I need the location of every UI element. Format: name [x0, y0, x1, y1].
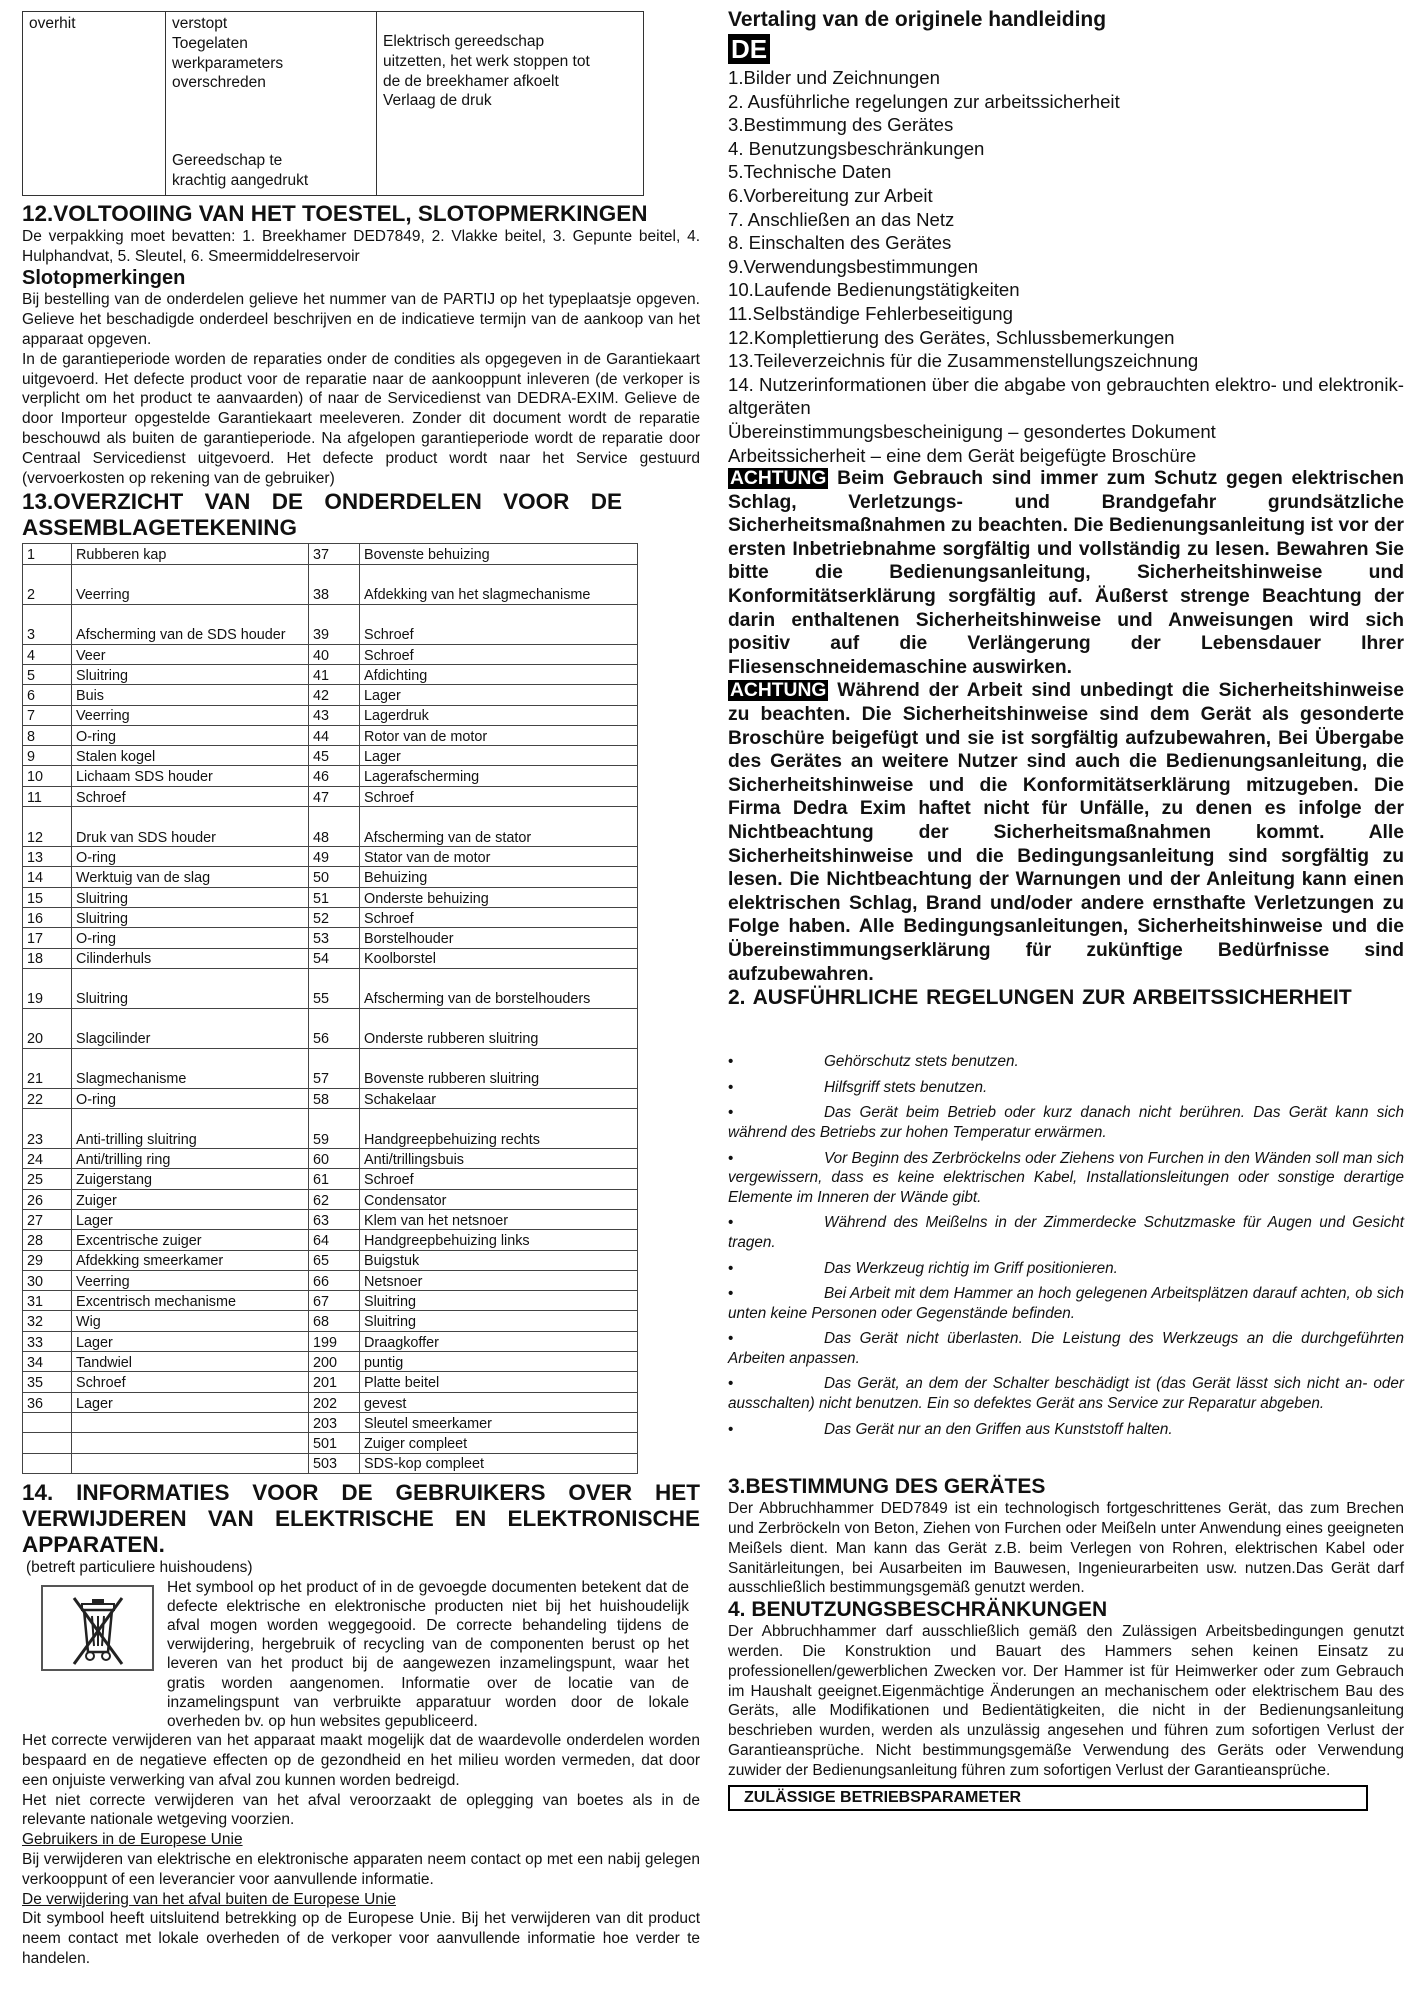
part-number: 54 — [309, 948, 360, 968]
toc-item: Übereinstimmungsbescheinigung – gesondertes Dokument — [728, 420, 1216, 442]
table-row — [23, 1209, 638, 1229]
part-number: 23 — [23, 1109, 72, 1149]
table-row — [23, 1109, 638, 1149]
bullet-icon: • — [728, 1053, 734, 1071]
part-number: 58 — [309, 1088, 360, 1108]
bullet-icon: • — [728, 1259, 734, 1277]
part-name: SDS-kop compleet — [360, 1453, 638, 1473]
list-item — [728, 1259, 1404, 1279]
trouble-symptom: overhit — [23, 12, 166, 196]
crossed-bin-icon — [40, 1584, 155, 1672]
part-name: Veerring — [72, 705, 309, 725]
part-name: Veerring — [72, 564, 309, 604]
part-number: 32 — [23, 1311, 72, 1331]
part-number: 59 — [309, 1109, 360, 1149]
part-number: 68 — [309, 1311, 360, 1331]
part-number: 49 — [309, 847, 360, 867]
part-number: 1 — [23, 544, 72, 564]
table-row — [23, 887, 638, 907]
list-item — [728, 1149, 1404, 1208]
part-name: Schroef — [360, 786, 638, 806]
part-number: 28 — [23, 1230, 72, 1250]
list-item — [728, 1329, 1404, 1368]
part-number: 11 — [23, 786, 72, 806]
part-number: 10 — [23, 766, 72, 786]
table-row — [23, 786, 638, 806]
part-name: Wig — [72, 1311, 309, 1331]
bullet-text: Das Gerät beim Betrieb oder kurz danach nicht berühren. Das Gerät kann sich während des Betriebs zur hohen Temperatur erwärmen. — [728, 1104, 1404, 1141]
part-name: Condensator — [360, 1189, 638, 1209]
table-row — [23, 604, 638, 644]
part-name: Slagmechanisme — [72, 1048, 309, 1088]
part-name: Behuizing — [360, 867, 638, 887]
section-12-title: 12.VOLTOOIING VAN HET TOESTEL, SLOTOPMERKINGEN — [22, 200, 648, 226]
part-number: 46 — [309, 766, 360, 786]
part-name: puntig — [360, 1352, 638, 1372]
list-item — [728, 1103, 1404, 1142]
part-name: Lager — [72, 1392, 309, 1412]
part-number: 202 — [309, 1392, 360, 1412]
part-name: O-ring — [72, 928, 309, 948]
list-item — [728, 1420, 1404, 1440]
part-number: 38 — [309, 564, 360, 604]
part-number: 53 — [309, 928, 360, 948]
part-name: Lagerafscherming — [360, 766, 638, 786]
section-13-title: 13.OVERZICHT VAN DE ONDERDELEN VOOR DE ASSEMBLAGETEKENING — [22, 489, 622, 541]
list-item — [728, 1374, 1404, 1413]
table-row — [23, 1352, 638, 1372]
part-name: Rubberen kap — [72, 544, 309, 564]
part-name: Cilinderhuls — [72, 948, 309, 968]
table-of-contents — [728, 66, 1404, 467]
part-number: 30 — [23, 1270, 72, 1290]
part-number: 37 — [309, 544, 360, 564]
part-name: Slagcilinder — [72, 1008, 309, 1048]
weee-intro — [155, 1578, 700, 1732]
part-name: Rotor van de motor — [360, 725, 638, 745]
part-name: Werktuig van de slag — [72, 867, 309, 887]
table-row — [23, 725, 638, 745]
list-item — [728, 1284, 1404, 1323]
part-number: 64 — [309, 1230, 360, 1250]
achtung-text-1: Beim Gebrauch sind immer zum Schutz gegen elektrischen Schlag, Verletzungs- und Brandgefahr grundsätzliche Sicherheitsmaßnahmen zu beachten. Die Bedienungsanleitung ist vor der ersten Inbetriebnahme sorgfältig und vollständig zu lesen. Bewahren Sie bitte die Bedienungsanleitung, Sicherheitshinweise und Konformitätserklärung sorgfältig auf. Äußerst strenge Beachtung der darin enthaltenen Sicherheitshinweise und Anweisungen wird sich positiv auf die Verlängerung der Lebensdauer Ihrer Fliesenschneidemaschine auswirken. — [728, 468, 1404, 678]
toc-item: 14. Nutzerinformationen über die abgabe von gebrauchten elektro- und elektronik-altgeräten — [728, 373, 1404, 419]
part-number: 200 — [309, 1352, 360, 1372]
table-row — [23, 1412, 638, 1432]
part-name: Onderste rubberen sluitring — [360, 1008, 638, 1048]
table-row — [23, 1230, 638, 1250]
table-row — [23, 847, 638, 867]
section-12-package: De verpakking moet bevatten: 1. Breekhamer DED7849, 2. Vlakke beitel, 3. Gepunte beitel, 4. Hulphandvat, 5. Sleutel, 6. Smeermiddelreservoir — [22, 227, 700, 265]
safety-bullet-list — [728, 1052, 1404, 1439]
part-number: 18 — [23, 948, 72, 968]
part-number: 31 — [23, 1291, 72, 1311]
part-name: Schroef — [360, 1169, 638, 1189]
table-row — [23, 1088, 638, 1108]
bullet-icon: • — [728, 1078, 734, 1096]
part-number: 57 — [309, 1048, 360, 1088]
toc-item: 5.Technische Daten — [728, 161, 892, 183]
bullet-text: Das Gerät nur an den Griffen aus Kunststoff halten. — [824, 1420, 1173, 1438]
bullet-icon: • — [728, 1375, 734, 1393]
part-number: 43 — [309, 705, 360, 725]
part-name: Klem van het netsnoer — [360, 1209, 638, 1229]
toc-item: 8. Einschalten des Gerätes — [728, 232, 952, 254]
part-number: 503 — [309, 1453, 360, 1473]
achtung-text-2: Während der Arbeit sind unbedingt die Sicherheitshinweise zu beachten. Die Sicherheitshinweise sind dem Gerät als gesonderte Broschüre beigefügt und sie ist sorgfältig aufzubewahren, Bei Übergabe des Gerätes an weitere Nutzer sind auch die Bedienungsanleitung, die Sicherheitshinweise und die Konformitätserklärung mitzugeben. Die Firma Dedra Exim haftet nicht für Unfälle, zu denen es infolge der Nichtbeachtung der Sicherheitsmaßnahmen kommt. Alle Sicherheitshinweise und die Bedingungsanleitung sind sorgfältig zu lesen. Die Nichtbeachtung der Warnungen und der Anleitung kann einen elektrischen Schlag, Brand und/oder andere ernsthafte Verletzungen zu Folge haben. Alle Bedingungsanleitungen, Sicherheitshinweise und die Übereinstimmungserklärung für zukünftige Bedürfnisse sind aufzubewahren. — [728, 680, 1404, 985]
part-name: Schakelaar — [360, 1088, 638, 1108]
table-row — [23, 867, 638, 887]
part-name: Lichaam SDS houder — [72, 766, 309, 786]
toc-item: 1.Bilder und Zeichnungen — [728, 67, 940, 88]
achtung-label: ACHTUNG — [730, 468, 827, 490]
bullet-icon: • — [728, 1330, 734, 1348]
table-row — [23, 1372, 638, 1392]
table-row — [23, 1453, 638, 1473]
left-column — [22, 0, 700, 1969]
bullet-icon: • — [728, 1420, 734, 1438]
non-eu-title: De verwijdering van het afval buiten de Europese Unie — [22, 1890, 396, 1908]
table-row — [23, 948, 638, 968]
table-row — [23, 664, 638, 684]
part-name: Sluitring — [72, 664, 309, 684]
part-number: 8 — [23, 725, 72, 745]
table-row — [23, 907, 638, 927]
trouble-remedy — [377, 12, 644, 196]
bullet-text: Hilfsgriff stets benutzen. — [824, 1078, 988, 1096]
part-number — [23, 1453, 72, 1473]
section-14-paragraph-2: Het correcte verwijderen van het apparaat maakt mogelijk dat de waardevolle onderdelen worden bespaard en de negatieve effecten op de gezondheid en het milieu worden vermeden, dat door een onjuiste verwerking van afval zou kunnen worden bedreigd. — [22, 1732, 700, 1789]
section-14-subtitle: (betreft particuliere huishoudens) — [26, 1558, 253, 1576]
part-name: Zuigerstang — [72, 1169, 309, 1189]
part-name: Bovenste rubberen sluitring — [360, 1048, 638, 1088]
toc-item: 3.Bestimmung des Gerätes — [728, 114, 954, 136]
weee-block — [22, 1578, 700, 1732]
part-name: O-ring — [72, 725, 309, 745]
section-14-paragraph-3: Het niet correcte verwijderen van het afval veroorzaakt de oplegging van boetes als in de relevante nationale wetgeving voorzien. — [22, 1791, 700, 1829]
table-row — [23, 1331, 638, 1351]
toc-item: 10.Laufende Bedienungstätigkeiten — [728, 279, 1020, 301]
table-row — [23, 807, 638, 847]
part-number: 29 — [23, 1250, 72, 1270]
bullet-icon: • — [728, 1149, 734, 1167]
part-name: Bovenste behuizing — [360, 544, 638, 564]
section-4-text: Der Abbruchhammer darf ausschließlich gemäß den Zulässigen Arbeitsbedingungen genutzt werden. Die Konstruktion und Bauart des Hammers sehen keinen Einsatz zu professionellen/gewerblichen Zwecken vor. Der Hammer ist für Heimwerker oder zum Gebrauch im Haushalt geeignet.Eigenmächtige Änderungen an mechanischem oder elektrischem Bau des Geräts, alle Modifikationen und Bedientätigkeiten, die nicht in der Bedienungsanleitung beschrieben wurden, werden als unzulässig angesehen und führen zum sofortigen Verlust der Garantieansprüche. Nicht bestimmungsgemäße Verwendung des Geräts oder Verwendung zuwider der Bedienungsanleitung führen zum sofortigen Verlust der Garantieansprüche. — [728, 1623, 1404, 1779]
bullet-icon: • — [728, 1104, 734, 1122]
part-number: 62 — [309, 1189, 360, 1209]
part-name: gevest — [360, 1392, 638, 1412]
part-name: Sluitring — [72, 968, 309, 1008]
part-name: Buigstuk — [360, 1250, 638, 1270]
trouble-remedy-text: Elektrisch gereedschap uitzetten, het werk stoppen tot de de breekhamer afkoelt Verlaag de druk — [383, 33, 590, 110]
part-name: Onderste behuizing — [360, 887, 638, 907]
part-name: Afdichting — [360, 664, 638, 684]
section-3-title: 3.BESTIMMUNG DES GERÄTES — [728, 1475, 1046, 1499]
trouble-cause: verstopt — [172, 15, 228, 32]
right-column — [728, 0, 1404, 1811]
part-name: Veerring — [72, 1270, 309, 1290]
part-name: Lager — [72, 1209, 309, 1229]
part-name: Druk van SDS houder — [72, 807, 309, 847]
part-number: 13 — [23, 847, 72, 867]
part-number: 2 — [23, 564, 72, 604]
part-number: 14 — [23, 867, 72, 887]
section-14-title: 14. INFORMATIES VOOR DE GEBRUIKERS OVER HET VERWIJDEREN VAN ELEKTRISCHE EN ELEKTRONISCHE APPARATEN. — [22, 1479, 700, 1557]
part-name: Lager — [72, 1331, 309, 1351]
table-row — [23, 705, 638, 725]
part-number: 19 — [23, 968, 72, 1008]
part-name: Excentrische zuiger — [72, 1230, 309, 1250]
part-name: Koolborstel — [360, 948, 638, 968]
trouble-cause: Toegelaten werkparameters overschreden — [172, 34, 284, 92]
part-number: 12 — [23, 807, 72, 847]
part-number: 67 — [309, 1291, 360, 1311]
part-number: 27 — [23, 1209, 72, 1229]
part-name: Sleutel smeerkamer — [360, 1412, 638, 1432]
trouble-cause: Gereedschap te krachtig aangedrukt — [172, 152, 309, 189]
list-item — [728, 1078, 1404, 1098]
part-number: 55 — [309, 968, 360, 1008]
achtung-label: ACHTUNG — [730, 680, 827, 702]
part-number: 48 — [309, 807, 360, 847]
bullet-icon: • — [728, 1285, 734, 1303]
part-number: 26 — [23, 1189, 72, 1209]
part-name: Lager — [360, 685, 638, 705]
part-name: Anti/trillingsbuis — [360, 1149, 638, 1169]
part-number: 44 — [309, 725, 360, 745]
troubleshooting-table — [22, 11, 644, 196]
toc-item: 12.Komplettierung des Gerätes, Schlussbemerkungen — [728, 326, 1175, 348]
part-number: 39 — [309, 604, 360, 644]
table-row — [23, 685, 638, 705]
part-number: 45 — [309, 746, 360, 766]
list-item — [728, 1052, 1404, 1072]
table-row — [23, 1189, 638, 1209]
part-name: Stalen kogel — [72, 746, 309, 766]
part-number: 22 — [23, 1088, 72, 1108]
table-row — [23, 1311, 638, 1331]
part-name: Platte beitel — [360, 1372, 638, 1392]
part-number: 36 — [23, 1392, 72, 1412]
part-name: O-ring — [72, 847, 309, 867]
part-name — [72, 1412, 309, 1432]
part-number: 25 — [23, 1169, 72, 1189]
part-number: 33 — [23, 1331, 72, 1351]
operating-parameters-box: ZULÄSSIGE BETRIEBSPARAMETER — [728, 1785, 1368, 1811]
part-name: Schroef — [360, 644, 638, 664]
part-name: Lager — [360, 746, 638, 766]
part-number: 41 — [309, 664, 360, 684]
part-name: Schroef — [72, 786, 309, 806]
part-number: 50 — [309, 867, 360, 887]
bullet-text: Gehörschutz stets benutzen. — [824, 1053, 1019, 1071]
section-2-title: 2. AUSFÜHRLICHE REGELUNGEN ZUR ARBEITSSICHERHEIT — [728, 986, 1352, 1010]
part-name: Sluitring — [360, 1311, 638, 1331]
part-number: 5 — [23, 664, 72, 684]
part-number: 65 — [309, 1250, 360, 1270]
table-row — [23, 1048, 638, 1088]
table-row — [23, 544, 638, 564]
slot-paragraph-1: Bij bestelling van de onderdelen gelieve het nummer van de PARTIJ op het typeplaatsje opgeven. Gelieve het beschadigde onderdeel beschrijven en de indicatieve termijn van de aankoop van het apparaat opgeven. — [22, 291, 700, 348]
table-row — [23, 644, 638, 664]
part-name: Netsnoer — [360, 1270, 638, 1290]
slot-title: Slotopmerkingen — [22, 267, 186, 290]
part-name: Anti-trilling sluitring — [72, 1109, 309, 1149]
part-name: Draagkoffer — [360, 1331, 638, 1351]
toc-item: 7. Anschließen an das Netz — [728, 208, 955, 230]
toc-item: 4. Benutzungsbeschränkungen — [728, 137, 985, 159]
eu-users-title: Gebruikers in de Europese Unie — [22, 1831, 243, 1849]
part-name — [72, 1433, 309, 1453]
part-name: Afscherming van de SDS houder — [72, 604, 309, 644]
part-name — [72, 1453, 309, 1473]
part-name: Afscherming van de stator — [360, 807, 638, 847]
part-name: Handgreepbehuizing links — [360, 1230, 638, 1250]
part-number: 52 — [309, 907, 360, 927]
part-name: Afdekking van het slagmechanisme — [360, 564, 638, 604]
bullet-text: Das Gerät nicht überlasten. Die Leistung des Werkzeugs an die durchgeführten Arbeiten anpassen. — [728, 1330, 1404, 1367]
part-number: 61 — [309, 1169, 360, 1189]
list-item — [728, 1213, 1404, 1252]
bullet-text: Bei Arbeit mit dem Hammer an hoch gelegenen Arbeitsplätzen darauf achten, ob sich unten keine Personen oder Gegenstände befinden. — [728, 1285, 1404, 1322]
toc-item: 9.Verwendungsbestimmungen — [728, 255, 979, 277]
part-number: 17 — [23, 928, 72, 948]
part-number: 4 — [23, 644, 72, 664]
part-name: Zuiger — [72, 1189, 309, 1209]
bullet-text: Vor Beginn des Zerbröckelns oder Ziehens von Furchen in den Wänden soll man sich vergewissern, dass es keine elektrischen Kabel, Installationsleitungen oder sonstige derartige Elemente im Inneren der Wände gibt. — [728, 1149, 1404, 1206]
parts-table — [22, 543, 638, 1474]
part-name: Handgreepbehuizing rechts — [360, 1109, 638, 1149]
table-row — [23, 766, 638, 786]
part-name: Sluitring — [72, 907, 309, 927]
part-number: 203 — [309, 1412, 360, 1432]
part-name: Zuiger compleet — [360, 1433, 638, 1453]
part-number: 42 — [309, 685, 360, 705]
part-name: Tandwiel — [72, 1352, 309, 1372]
part-number: 20 — [23, 1008, 72, 1048]
table-row — [23, 1008, 638, 1048]
toc-item: 2. Ausführliche regelungen zur arbeitssicherheit — [728, 90, 1120, 112]
bullet-icon: • — [728, 1214, 734, 1232]
achtung-paragraph-2 — [728, 679, 1404, 986]
part-number: 51 — [309, 887, 360, 907]
section-14-paragraph-1: Het symbool op het product of in de gevoegde documenten betekent dat de defecte elektrische en elektronische producten niet bij het huishoudelijk afval mogen worden weggegooid. De correcte behandeling tijdens de verwijdering, hergebruik of recycling van de componenten berust op het leveren van het product bij de aangewezen inzamelingspunt, waar het gratis worden aangenomen. Informatie over de locatie van de inzamelingspunt van verbruikte apparatuur worden door de lokale overheden bv. op hun websites gepubliceerd. — [167, 1578, 689, 1731]
language-code: DE — [728, 34, 770, 64]
non-eu-text: Dit symbool heeft uitsluitend betrekking op de Europese Unie. Bij het verwijderen van dit product neem contact met lokale overheden of de verkoper voor aanvullende informatie hoe verder te handelen. — [22, 1910, 700, 1968]
part-name: Sluitring — [72, 887, 309, 907]
part-number: 47 — [309, 786, 360, 806]
part-number — [23, 1433, 72, 1453]
eu-users-text: Bij verwijderen van elektrische en elektronische apparaten neem contact op met een nabij gelegen verkooppunt of een leverancier voor aanvullende informatie. — [22, 1851, 700, 1888]
part-number: 56 — [309, 1008, 360, 1048]
bullet-text: Das Gerät, an dem der Schalter beschädigt ist (das Gerät lässt sich nicht an- oder ausschalten) nicht benutzen. Ein so defektes Gerät ans Service zur Reparatur abgeben. — [728, 1375, 1404, 1413]
part-name: Schroef — [360, 604, 638, 644]
section-3-text: Der Abbruchhammer DED7849 ist ein technologisch fortgeschrittenes Gerät, das zum Brechen und Zerbröckeln von Beton, Ziehen von Furchen oder Meißeln unter Anwendung eines geeigneten Meißels dient. Man kann das Gerät z.B. beim Verlegen von Rohren, elektrischen Kabel oder Sanitärleitungen, bei Ausarbeiten im Bauwesen, Ingenieurarbeiten usw. nutzen.Das Gerät darf ausschließlich bestimmungsgemäß genutzt werden. — [728, 1500, 1404, 1597]
part-number: 63 — [309, 1209, 360, 1229]
table-row — [23, 1270, 638, 1290]
part-number: 199 — [309, 1331, 360, 1351]
table-row — [23, 1291, 638, 1311]
part-name: Schroef — [72, 1372, 309, 1392]
part-number: 21 — [23, 1048, 72, 1088]
part-number: 201 — [309, 1372, 360, 1392]
translation-title: Vertaling van de originele handleiding — [728, 8, 1107, 31]
table-row — [23, 564, 638, 604]
part-name: Afdekking smeerkamer — [72, 1250, 309, 1270]
trouble-causes — [166, 12, 377, 196]
part-number: 16 — [23, 907, 72, 927]
part-number: 35 — [23, 1372, 72, 1392]
part-number: 6 — [23, 685, 72, 705]
table-row — [23, 1149, 638, 1169]
part-name: Stator van de motor — [360, 847, 638, 867]
toc-item: 11.Selbständige Fehlerbeseitigung — [728, 302, 1013, 324]
part-number: 66 — [309, 1270, 360, 1290]
part-name: Schroef — [360, 907, 638, 927]
table-row — [23, 1169, 638, 1189]
part-name: Excentrisch mechanisme — [72, 1291, 309, 1311]
part-number: 501 — [309, 1433, 360, 1453]
part-number: 34 — [23, 1352, 72, 1372]
part-name: Buis — [72, 685, 309, 705]
toc-item: 6.Vorbereitung zur Arbeit — [728, 184, 933, 206]
part-number: 15 — [23, 887, 72, 907]
part-number: 3 — [23, 604, 72, 644]
part-number: 9 — [23, 746, 72, 766]
part-name: O-ring — [72, 1088, 309, 1108]
bullet-text: Das Werkzeug richtig im Griff positionieren. — [824, 1259, 1118, 1277]
part-number: 40 — [309, 644, 360, 664]
table-row — [23, 1392, 638, 1412]
bullet-text: Während des Meißelns in der Zimmerdecke Schutzmaske für Augen und Gesicht tragen. — [728, 1214, 1404, 1251]
part-name: Lagerdruk — [360, 705, 638, 725]
section-4-title: 4. BENUTZUNGSBESCHRÄNKUNGEN — [728, 1598, 1108, 1622]
toc-item: 13.Teileverzeichnis für die Zusammenstellungszeichnung — [728, 350, 1199, 372]
toc-item: Arbeitssicherheit – eine dem Gerät beigefügte Broschüre — [728, 444, 1197, 466]
table-row — [23, 1250, 638, 1270]
part-number — [23, 1412, 72, 1432]
part-number: 7 — [23, 705, 72, 725]
achtung-paragraph-1 — [728, 467, 1404, 679]
part-name: Borstelhouder — [360, 928, 638, 948]
part-name: Sluitring — [360, 1291, 638, 1311]
language-badge — [728, 34, 1404, 64]
slot-paragraph-2: In de garantieperiode worden de reparaties onder de condities als opgegeven in de Garantiekaart uitgevoerd. Het defecte product voor de reparatie naar de aankooppunt inleveren (de verkoper is verplicht om het product te aanvaarden) of naar de Servicedienst van DEDRA-EXIM. Gelieve de door Importeur opgestelde Garantiekaart meeleveren. Zonder dit document wordt de reparatie beschouwd als buiten de garantieperiode. Na afgelopen garantieperiode wordt de reparatie door Centraal Servicedienst uitgevoerd. Het defecte product wordt naar het Service gestuurd (vervoerkosten op rekening van de gebruiker) — [22, 350, 700, 487]
table-row — [23, 1433, 638, 1453]
part-name: Anti/trilling ring — [72, 1149, 309, 1169]
table-row — [23, 928, 638, 948]
part-number: 24 — [23, 1149, 72, 1169]
table-row — [23, 968, 638, 1008]
part-name: Veer — [72, 644, 309, 664]
table-row — [23, 746, 638, 766]
part-number: 60 — [309, 1149, 360, 1169]
part-name: Afscherming van de borstelhouders — [360, 968, 638, 1008]
